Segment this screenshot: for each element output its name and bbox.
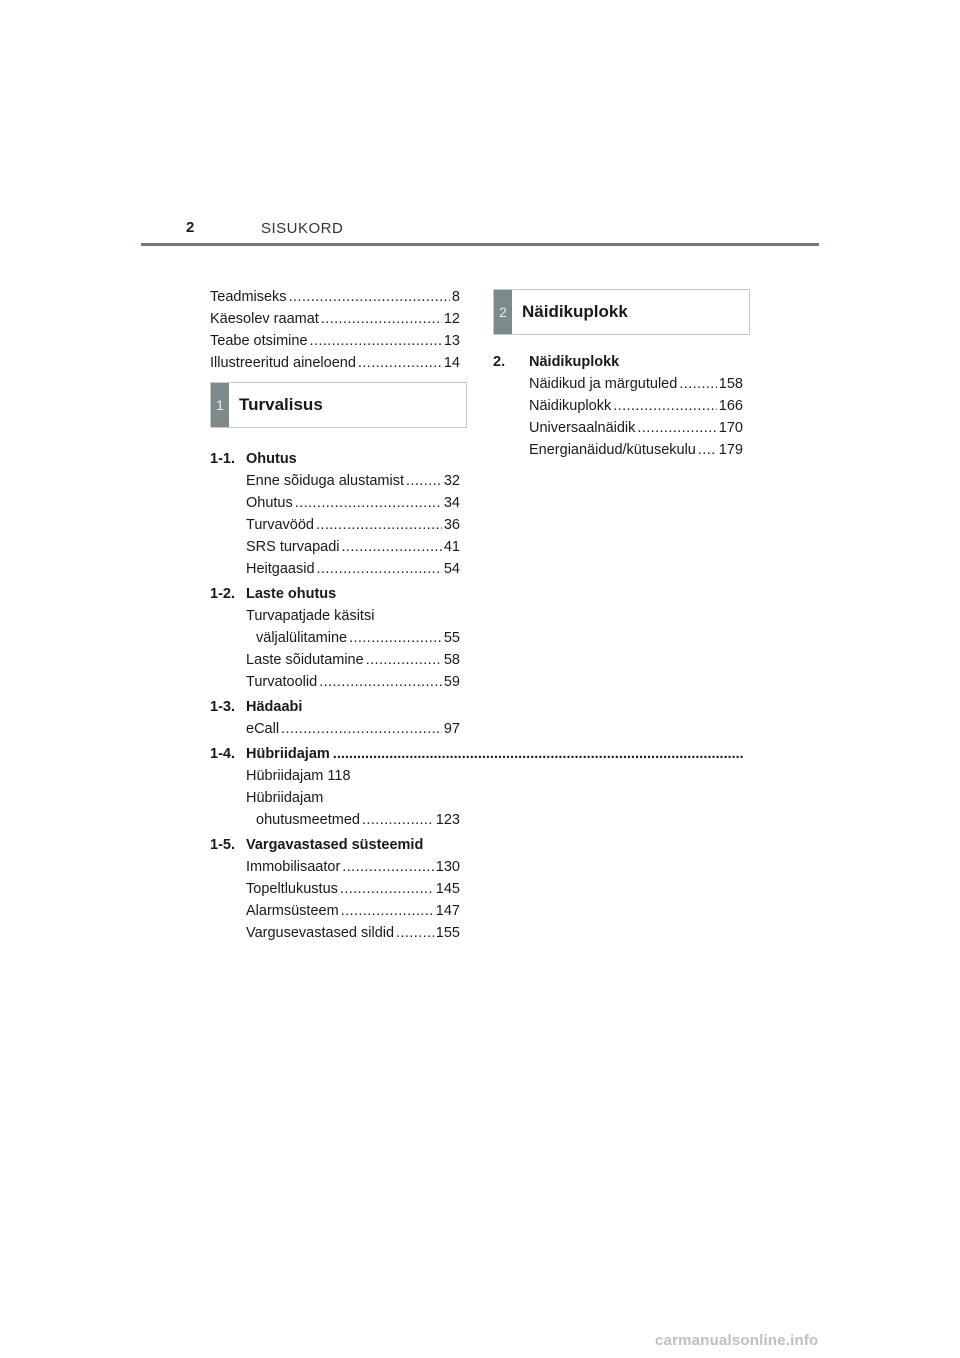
part-2-title: Näidikuplokk [522,302,628,321]
toc-entry-kaesolev-raamat[interactable]: Käesolev raamat ..... 12 [210,308,460,330]
page-number: 2 [186,219,195,236]
toc-entry[interactable]: Turvavööd ..... 36 [210,514,460,536]
chapter-1-3[interactable]: 1-3. Hädaabi [210,699,303,715]
toc-entry-teabe-otsimine[interactable]: Teabe otsimine ..... 13 [210,330,460,352]
chapter-title: Hübriidajam [246,746,330,762]
watermark: carmanualsonline.info [655,1332,819,1349]
toc-entry-line1[interactable]: Turvapatjade käsitsi [246,608,375,624]
toc-entry-illustreeritud-aineloend[interactable]: Illustreeritud aineloend ..... 14 [210,352,460,374]
chapter-1-1[interactable]: 1-1. Ohutus [210,451,297,467]
toc-entry[interactable]: Vargusevastased sildid ..... 155 [210,922,460,944]
chapter-1-5[interactable]: 1-5. Vargavastased süsteemid [210,837,424,853]
toc-left-column [210,286,460,944]
toc-entry[interactable]: Universaalnäidik ..... 170 [493,417,743,439]
part-1-header [210,382,467,428]
toc-entry[interactable]: Näidikuplokk ..... 166 [493,395,743,417]
toc-entry[interactable]: Energianäidud/kütusekulu ..... 179 [493,439,743,461]
toc-entry[interactable]: Näidikud ja märgutuled ..... 158 [493,373,743,395]
chapter-1-2[interactable]: 1-2. Laste ohutus [210,586,337,602]
toc-entry[interactable]: ohutusmeetmed ..... 123 [210,809,460,831]
chapter-1-4[interactable]: 1-4. Hübriidajam ..... [210,743,460,765]
toc-entry-line1[interactable]: Hübriidajam [246,790,324,806]
section-title: SISUKORD [261,220,344,237]
toc-entry[interactable]: Heitgaasid ..... 54 [210,558,460,580]
part-2-number-tab: 2 [494,290,512,334]
toc-right-column [493,286,743,461]
toc-entry[interactable]: Enne sõiduga alustamist ..... 32 [210,470,460,492]
toc-entry[interactable]: SRS turvapadi ..... 41 [210,536,460,558]
toc-entry[interactable]: väljalülitamine ..... 55 [210,627,460,649]
toc-entry[interactable]: Alarmsüsteem ..... 147 [210,900,460,922]
part-1-title: Turvalisus [239,395,323,414]
toc-entry[interactable]: Laste sõidutamine ..... 58 [210,649,460,671]
header-rule [141,243,819,246]
toc-entry[interactable]: Immobilisaator ..... 130 [210,856,460,878]
toc-entry[interactable]: eCall ..... 97 [210,718,460,740]
chapter-2[interactable]: 2. Näidikuplokk [493,354,620,370]
part-1-number-tab: 1 [211,383,229,427]
toc-entry[interactable]: Topeltlukustus ..... 145 [210,878,460,900]
toc-entry-teadmiseks[interactable]: Teadmiseks ..... 8 [210,286,460,308]
part-2-header [493,289,750,335]
toc-entry[interactable]: Turvatoolid ..... 59 [210,671,460,693]
toc-entry[interactable]: Hübriidajam 118 [246,768,351,784]
toc-entry[interactable]: Ohutus ..... 34 [210,492,460,514]
